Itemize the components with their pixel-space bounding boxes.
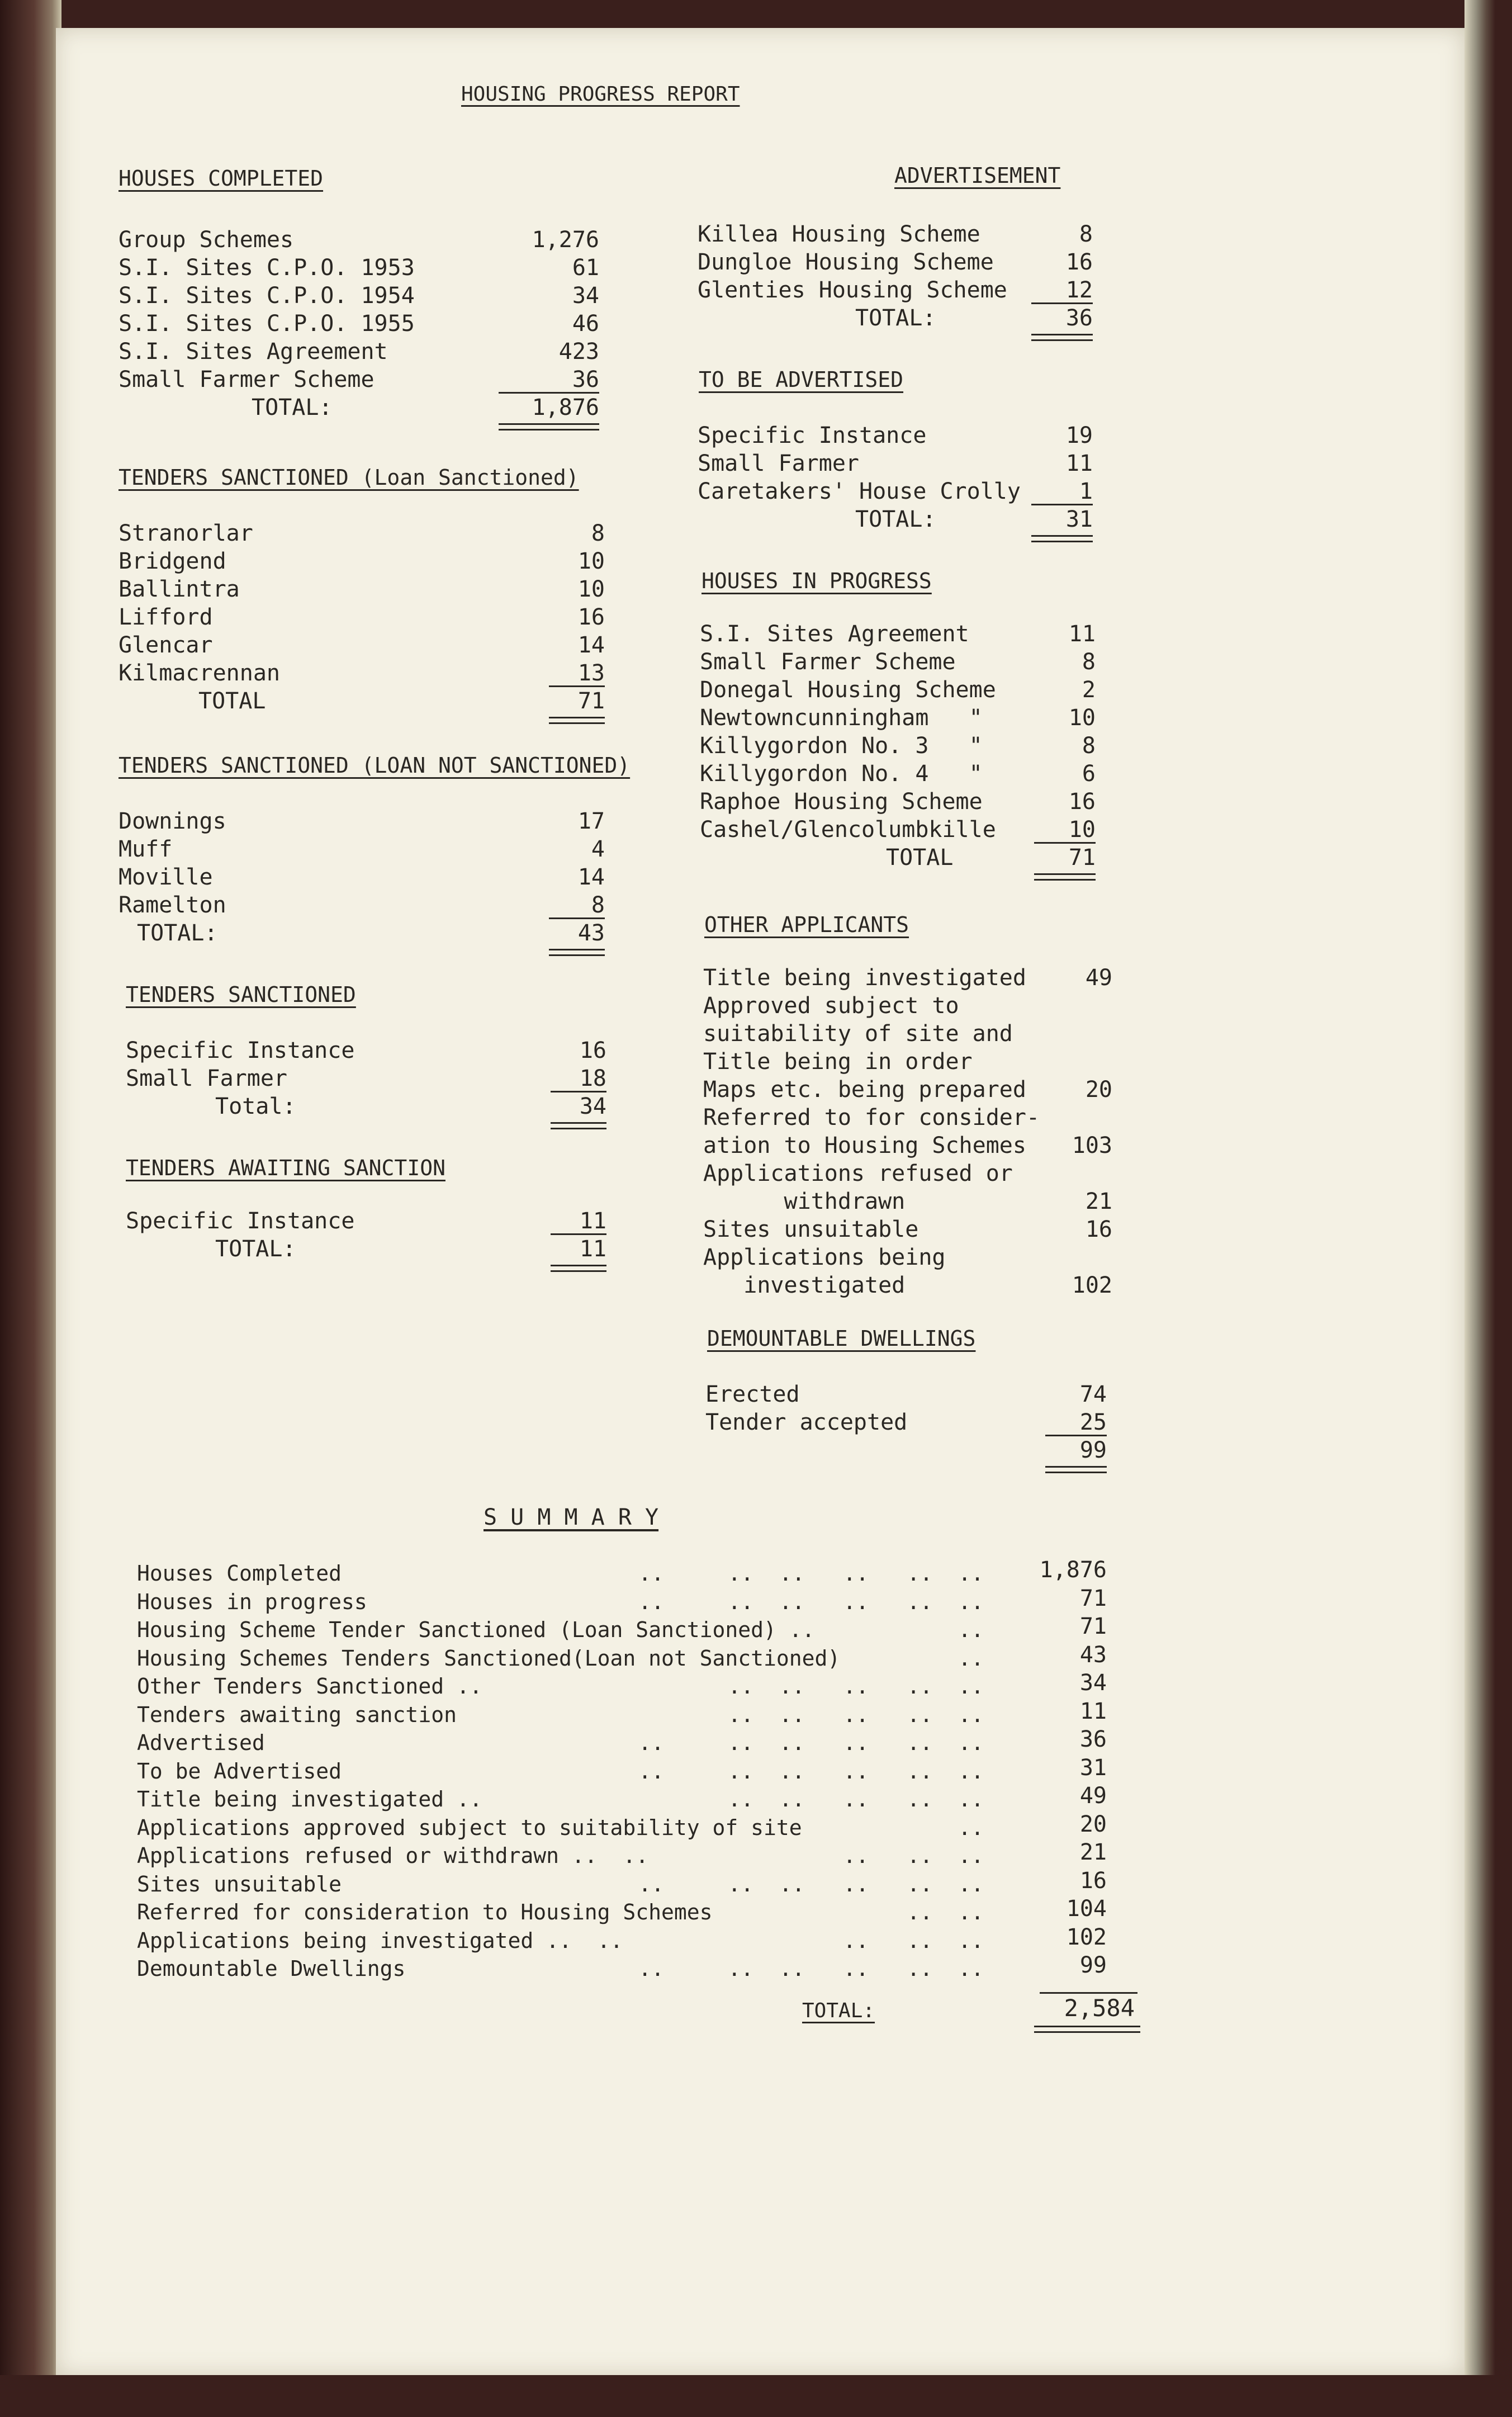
summary-leader-dots: .. <box>958 1645 984 1671</box>
summary-label: To be Advertised <box>137 1758 342 1784</box>
summary-leader-dots: .. .. .. .. .. .. <box>638 1730 984 1755</box>
row-value: 4 <box>591 836 605 862</box>
summary-label: Housing Scheme Tender Sanctioned (Loan Sanctioned) .. <box>137 1617 815 1642</box>
summary-value: 71 <box>1079 1585 1107 1611</box>
row-label: Maps etc. being prepared <box>703 1077 1026 1103</box>
row-value: 423 <box>558 339 599 365</box>
summary-label: Other Tenders Sanctioned .. <box>137 1674 482 1699</box>
demountable-heading: DEMOUNTABLE DWELLINGS <box>707 1326 976 1351</box>
total-value: 31 <box>1065 507 1093 532</box>
row-label: investigated <box>703 1273 906 1298</box>
row-value: 14 <box>577 632 605 658</box>
row-value: 19 <box>1065 423 1093 448</box>
row-value: 8 <box>1082 733 1096 759</box>
row-label: Specific Instance <box>126 1038 355 1063</box>
total-value: 71 <box>1068 845 1096 871</box>
total-value: 1,876 <box>532 395 599 420</box>
row-label: Cashel/Glencolumbkille <box>700 817 996 843</box>
rule-line <box>499 392 599 394</box>
row-label: Small Farmer <box>126 1066 287 1091</box>
rule-line <box>1034 842 1096 844</box>
tenders-sanctioned-heading: TENDERS SANCTIONED <box>126 982 356 1007</box>
row-value: 14 <box>577 864 605 890</box>
double-rule <box>551 1265 606 1272</box>
double-rule <box>551 1122 606 1129</box>
book-bottom-edge <box>0 2375 1512 2417</box>
row-value: 8 <box>591 521 605 546</box>
row-value: 10 <box>1068 705 1096 731</box>
total-value: 99 <box>1079 1437 1107 1463</box>
book-binding <box>0 0 61 2417</box>
total-label: TOTAL <box>198 688 266 714</box>
double-rule <box>549 717 605 724</box>
row-label: Approved subject to <box>703 993 959 1019</box>
summary-value: 49 <box>1079 1783 1107 1809</box>
row-label: Applications being <box>703 1245 946 1270</box>
row-label: Title being in order <box>703 1049 973 1075</box>
row-value: 46 <box>572 311 599 337</box>
summary-value: 104 <box>1066 1896 1107 1922</box>
row-value: 17 <box>577 808 605 834</box>
report-page <box>56 28 1464 2376</box>
tenders-loan-not-sanctioned-heading: TENDERS SANCTIONED (LOAN NOT SANCTIONED) <box>119 753 631 778</box>
summary-value: 1,876 <box>1039 1557 1107 1583</box>
row-label: Glenties Housing Scheme <box>698 277 1007 303</box>
summary-label: Advertised <box>137 1730 265 1755</box>
row-value: 13 <box>577 660 605 686</box>
summary-leader-dots: .. <box>958 1617 984 1642</box>
row-label: Sites unsuitable <box>703 1217 919 1242</box>
other-applicants-heading: OTHER APPLICANTS <box>704 912 909 937</box>
summary-value: 34 <box>1079 1670 1107 1696</box>
row-value: 10 <box>1068 817 1096 843</box>
summary-label: Title being investigated .. <box>137 1787 482 1811</box>
row-label: Small Farmer Scheme <box>119 367 375 392</box>
advertisement-heading: ADVERTISEMENT <box>894 163 1061 188</box>
summary-leader-dots: .. .. .. .. .. .. <box>638 1561 984 1586</box>
row-value: 11 <box>1068 621 1096 647</box>
rule-line <box>1040 1992 1137 1994</box>
summary-leader-dots: .. .. .. .. .. .. <box>638 1589 984 1614</box>
row-label: S.I. Sites Agreement <box>119 339 388 365</box>
row-label: Specific Instance <box>698 423 927 448</box>
row-label: S.I. Sites C.P.O. 1954 <box>119 283 415 309</box>
row-value: 102 <box>1072 1273 1112 1298</box>
row-value: 16 <box>579 1038 606 1063</box>
row-label: Erected <box>705 1382 800 1407</box>
row-label: Downings <box>119 808 226 834</box>
summary-label: Demountable Dwellings <box>137 1956 406 1981</box>
row-label: Moville <box>119 864 213 890</box>
page-edge <box>1464 0 1495 2417</box>
row-value: 36 <box>572 367 599 392</box>
row-label: Killygordon No. 4 " <box>700 761 983 787</box>
summary-value: 36 <box>1079 1727 1107 1752</box>
summary-heading: S U M M A R Y <box>484 1505 659 1530</box>
summary-total-label: TOTAL: <box>802 1999 875 2022</box>
to-be-advertised-heading: TO BE ADVERTISED <box>699 367 904 392</box>
row-label: suitability of site and <box>703 1021 1013 1047</box>
row-label: Killygordon No. 3 " <box>700 733 983 759</box>
summary-label: Houses in progress <box>137 1589 367 1614</box>
row-label: Referred to for consider- <box>703 1105 1040 1131</box>
row-label: ation to Housing Schemes <box>703 1133 1026 1158</box>
row-label: Glencar <box>119 632 213 658</box>
total-label: TOTAL: <box>215 1236 296 1262</box>
row-value: 20 <box>1085 1077 1112 1103</box>
row-label: S.I. Sites C.P.O. 1953 <box>119 255 415 281</box>
summary-label: Housing Schemes Tenders Sanctioned(Loan not Sanctioned) <box>137 1645 841 1671</box>
row-label: Dungloe Housing Scheme <box>698 249 994 275</box>
row-label: Small Farmer Scheme <box>700 649 956 675</box>
row-value: 34 <box>572 283 599 309</box>
summary-leader-dots: .. .. .. .. .. <box>728 1674 984 1699</box>
row-label: Group Schemes <box>119 227 294 253</box>
row-label: Kilmacrennan <box>119 660 280 686</box>
row-value: 16 <box>1085 1217 1112 1242</box>
houses-completed-heading: HOUSES COMPLETED <box>119 166 324 191</box>
row-label: Ramelton <box>119 892 226 918</box>
double-rule <box>1045 1466 1107 1473</box>
row-value: 8 <box>591 892 605 918</box>
row-value: 18 <box>579 1066 606 1091</box>
tenders-loan-sanctioned-heading: TENDERS SANCTIONED (Loan Sanctioned) <box>119 465 579 490</box>
rule-line <box>551 1233 606 1235</box>
row-label: Applications refused or <box>703 1161 1013 1186</box>
row-label: Ballintra <box>119 576 240 602</box>
summary-value: 43 <box>1079 1642 1107 1668</box>
rule-line <box>551 1091 606 1092</box>
summary-value: 31 <box>1079 1754 1107 1781</box>
double-rule <box>1034 2026 1140 2033</box>
summary-label: Referred for consideration to Housing Schemes <box>137 1900 713 1924</box>
row-label: Lifford <box>119 604 213 630</box>
row-value: 12 <box>1065 277 1093 303</box>
total-value: 11 <box>579 1236 606 1262</box>
row-label: Bridgend <box>119 548 226 574</box>
rule-line <box>1031 302 1093 304</box>
summary-value: 71 <box>1079 1614 1107 1639</box>
summary-leader-dots: .. .. .. <box>843 1843 984 1868</box>
row-value: 11 <box>579 1208 606 1234</box>
row-value: 25 <box>1079 1409 1107 1435</box>
summary-label: Applications approved subject to suitability of site <box>137 1815 802 1840</box>
row-value: 8 <box>1079 221 1093 247</box>
summary-leader-dots: .. .. .. <box>843 1928 984 1953</box>
row-label: Tender accepted <box>705 1409 908 1435</box>
rule-line <box>1031 504 1093 505</box>
row-label: Specific Instance <box>126 1208 355 1234</box>
row-value: 2 <box>1082 677 1096 703</box>
row-label: Title being investigated <box>703 965 1026 991</box>
summary-leader-dots: .. .. .. .. .. <box>728 1702 984 1727</box>
row-label: Raphoe Housing Scheme <box>700 789 983 815</box>
summary-leader-dots: .. .. .. .. .. .. <box>638 1871 984 1896</box>
total-label: TOTAL: <box>137 920 218 946</box>
summary-leader-dots: .. <box>958 1815 984 1840</box>
row-value: 6 <box>1082 761 1096 787</box>
row-value: 1 <box>1079 479 1093 504</box>
double-rule <box>1031 535 1093 542</box>
summary-value: 21 <box>1079 1839 1107 1865</box>
summary-label: Tenders awaiting sanction <box>137 1702 457 1727</box>
row-value: 103 <box>1072 1133 1112 1158</box>
rule-line <box>1045 1435 1107 1436</box>
summary-value: 102 <box>1066 1924 1107 1950</box>
summary-leader-dots: .. .. <box>907 1900 984 1924</box>
double-rule <box>1031 334 1093 341</box>
row-value: 16 <box>577 604 605 630</box>
row-label: Killea Housing Scheme <box>698 221 980 247</box>
row-value: 10 <box>577 576 605 602</box>
row-value: 61 <box>572 255 599 281</box>
summary-value: 20 <box>1079 1811 1107 1837</box>
row-label: S.I. Sites Agreement <box>700 621 969 647</box>
rule-line <box>549 685 605 687</box>
summary-leader-dots: .. .. .. .. .. .. <box>638 1956 984 1981</box>
row-label: withdrawn <box>703 1189 906 1214</box>
row-label: S.I. Sites C.P.O. 1955 <box>119 311 415 337</box>
row-label: Donegal Housing Scheme <box>700 677 996 703</box>
tenders-awaiting-heading: TENDERS AWAITING SANCTION <box>126 1156 445 1180</box>
summary-label: Applications being investigated .. .. <box>137 1928 623 1953</box>
total-label: TOTAL: <box>252 395 333 420</box>
row-value: 49 <box>1085 965 1112 991</box>
summary-leader-dots: .. .. .. .. .. <box>728 1787 984 1811</box>
summary-label: Sites unsuitable <box>137 1871 342 1896</box>
double-rule <box>1034 873 1096 881</box>
double-rule <box>549 949 605 956</box>
row-value: 21 <box>1085 1189 1112 1214</box>
summary-value: 99 <box>1079 1952 1107 1978</box>
row-label: Small Farmer <box>698 451 859 476</box>
total-label: Total: <box>215 1094 296 1119</box>
row-label: Muff <box>119 836 173 862</box>
row-value: 74 <box>1079 1382 1107 1407</box>
row-value: 8 <box>1082 649 1096 675</box>
rule-line <box>549 917 605 919</box>
total-value: 36 <box>1065 305 1093 331</box>
double-rule <box>499 423 599 431</box>
summary-value: 11 <box>1079 1698 1107 1724</box>
row-value: 11 <box>1065 451 1093 476</box>
row-label: Newtowncunningham " <box>700 705 983 731</box>
houses-in-progress-heading: HOUSES IN PROGRESS <box>702 569 932 593</box>
summary-total-value: 2,584 <box>1064 1994 1135 2022</box>
total-value: 43 <box>577 920 605 946</box>
total-label: TOTAL: <box>855 507 936 532</box>
row-value: 16 <box>1065 249 1093 275</box>
total-label: TOTAL <box>886 845 954 871</box>
row-label: Stranorlar <box>119 521 253 546</box>
report-title: HOUSING PROGRESS REPORT <box>461 83 740 106</box>
row-value: 10 <box>577 548 605 574</box>
row-value: 1,276 <box>532 227 599 253</box>
summary-label: Applications refused or withdrawn .. .. <box>137 1843 649 1868</box>
total-value: 34 <box>579 1094 606 1119</box>
summary-value: 16 <box>1079 1867 1107 1894</box>
summary-leader-dots: .. .. .. .. .. .. <box>638 1758 984 1784</box>
row-value: 16 <box>1068 789 1096 815</box>
summary-label: Houses Completed <box>137 1561 342 1586</box>
total-value: 71 <box>577 688 605 714</box>
total-label: TOTAL: <box>855 305 936 331</box>
row-label: Caretakers' House Crolly <box>698 479 1021 504</box>
